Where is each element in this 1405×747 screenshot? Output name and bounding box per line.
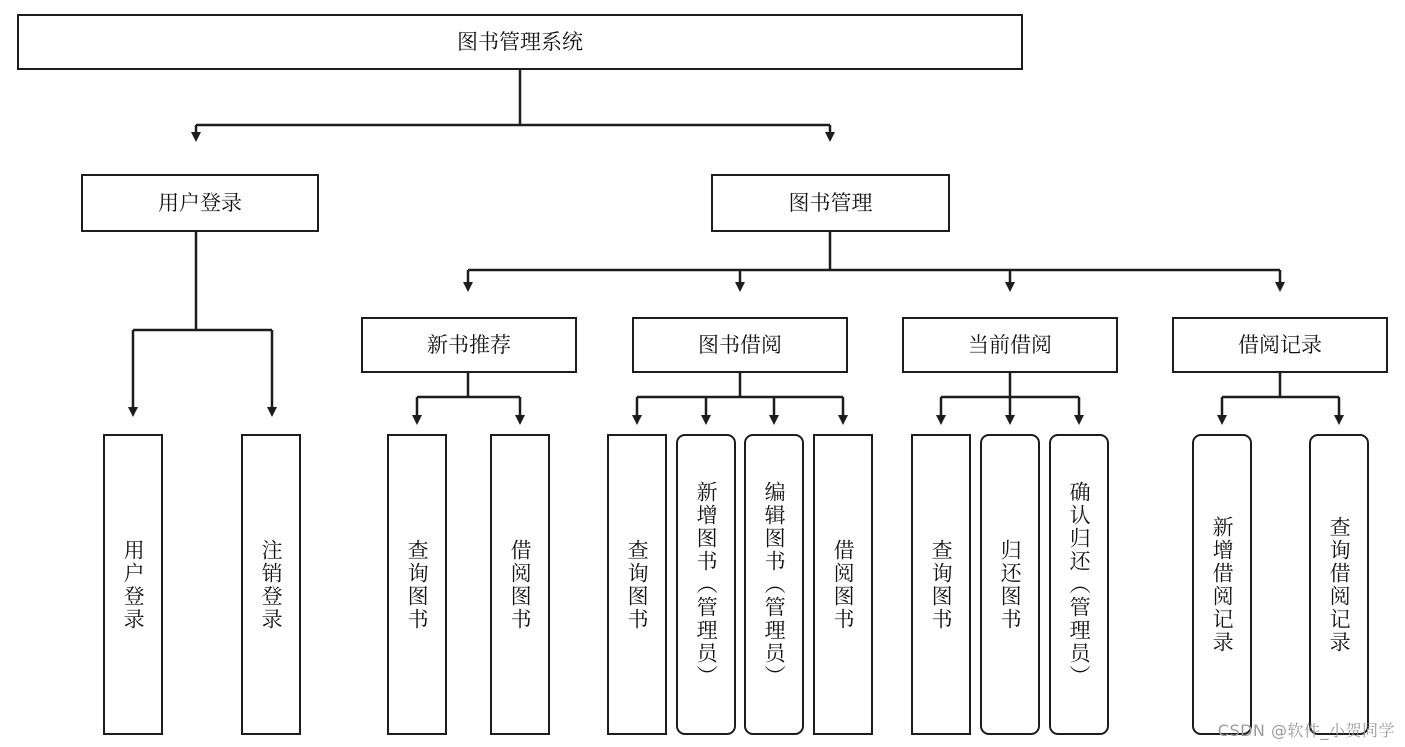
node-borrow-records[interactable] [1172,317,1388,373]
leaf-records-query[interactable] [1309,434,1369,735]
leaf-borrow-add-book[interactable] [676,434,736,735]
node-current-borrow[interactable] [902,317,1118,373]
leaf-borrow-query[interactable] [607,434,667,735]
leaf-label: 编辑图书（管理员） [762,481,787,688]
leaf-label: 注销登录 [259,538,284,631]
leaf-borrow-edit-book[interactable] [744,434,804,735]
node-root-label: 图书管理系统 [457,29,583,54]
node-book-borrow-label: 图书借阅 [698,332,782,357]
leaf-current-return[interactable] [980,434,1040,735]
leaf-user-login-login[interactable] [103,434,163,735]
node-current-borrow-label: 当前借阅 [968,332,1052,357]
node-book-management[interactable] [711,174,950,232]
node-user-login[interactable] [81,174,319,232]
leaf-label: 借阅图书 [831,538,856,631]
leaf-label: 查询借阅记录 [1327,515,1352,654]
node-new-book-recommend-label: 新书推荐 [427,332,511,357]
leaf-current-confirm-return[interactable] [1049,434,1109,735]
leaf-records-add[interactable] [1192,434,1252,735]
node-root[interactable] [17,14,1023,70]
leaf-label: 新增借阅记录 [1210,515,1235,654]
leaf-label: 查询图书 [625,538,650,631]
node-book-borrow[interactable] [632,317,848,373]
node-user-login-label: 用户登录 [158,190,242,215]
leaf-new-books-borrow[interactable] [490,434,550,735]
leaf-label: 查询图书 [929,538,954,631]
leaf-label: 用户登录 [121,538,146,631]
watermark: CSDN @软件_小贺同学 [1217,721,1395,740]
node-book-management-label: 图书管理 [788,190,873,215]
leaf-label: 借阅图书 [508,538,533,631]
node-new-book-recommend[interactable] [361,317,577,373]
leaf-user-login-logout[interactable] [241,434,301,735]
leaf-current-query[interactable] [911,434,971,735]
leaf-label: 归还图书 [998,538,1023,631]
leaf-label: 新增图书（管理员） [694,481,719,688]
node-borrow-records-label: 借阅记录 [1238,332,1322,357]
leaf-label: 查询图书 [405,538,430,631]
leaf-borrow-borrow-book[interactable] [813,434,873,735]
leaf-new-books-query[interactable] [387,434,447,735]
leaf-label: 确认归还（管理员） [1067,481,1092,688]
